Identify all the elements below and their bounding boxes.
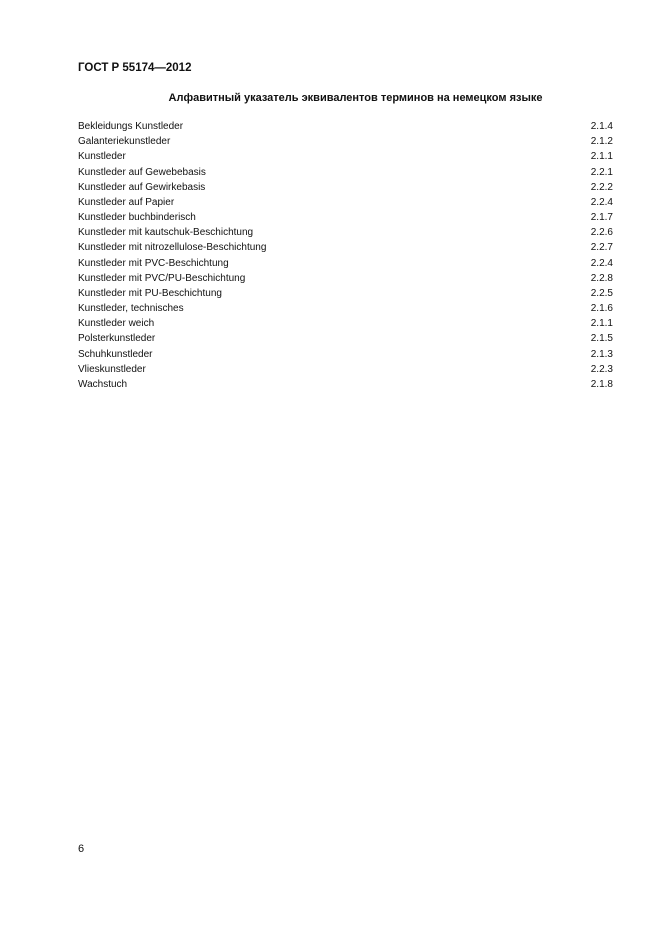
index-entry — [78, 240, 613, 255]
index-entry — [78, 377, 613, 392]
index-term: Galanteriekunstleder — [78, 136, 171, 148]
index-reference: 2.1.6 — [590, 303, 613, 315]
term-index-list — [78, 119, 613, 392]
index-term: Schuhkunstleder — [78, 348, 153, 360]
index-reference: 2.1.3 — [590, 348, 613, 360]
index-term: Kunstleder, technisches — [78, 303, 184, 315]
index-reference: 2.2.6 — [590, 227, 613, 239]
index-entry — [78, 347, 613, 362]
index-reference: 2.1.2 — [590, 136, 613, 148]
index-term: Kunstleder mit PVC/PU-Beschichtung — [78, 272, 246, 284]
index-entry — [78, 210, 613, 225]
index-entry — [78, 119, 613, 134]
index-reference: 2.1.4 — [590, 121, 613, 132]
index-term: Kunstleder mit PVC-Beschichtung — [78, 257, 229, 269]
index-reference: 2.2.1 — [590, 166, 613, 178]
index-term: Kunstleder mit kautschuk-Beschichtung — [78, 227, 254, 239]
index-reference: 2.2.8 — [590, 272, 613, 284]
index-reference: 2.2.4 — [590, 196, 613, 208]
index-reference: 2.2.4 — [590, 257, 613, 269]
index-reference: 2.1.7 — [590, 212, 613, 224]
document-header: ГОСТ Р 55174—2012 — [78, 62, 192, 74]
index-term: Kunstleder weich — [78, 318, 155, 330]
index-entry — [78, 362, 613, 377]
index-term: Kunstleder mit nitrozellulose-Beschichtung — [78, 242, 267, 254]
index-entry — [78, 225, 613, 240]
index-term: Vlieskunstleder — [78, 363, 146, 375]
index-reference: 2.1.8 — [590, 378, 613, 390]
index-term: Bekleidungs Kunstleder — [78, 121, 184, 132]
index-term: Kunstleder mit PU-Beschichtung — [78, 287, 222, 299]
index-entry — [78, 149, 613, 164]
index-reference: 2.1.5 — [590, 333, 613, 345]
index-entry — [78, 316, 613, 331]
index-reference: 2.1.1 — [590, 151, 613, 163]
index-entry — [78, 180, 613, 195]
index-term: Kunstleder auf Gewebebasis — [78, 166, 206, 178]
index-term: Kunstleder auf Papier — [78, 196, 175, 208]
index-term: Wachstuch — [78, 378, 128, 390]
index-term: Kunstleder buchbinderisch — [78, 212, 196, 224]
index-entry — [78, 271, 613, 286]
index-entry — [78, 331, 613, 346]
index-reference: 2.2.5 — [590, 287, 613, 299]
index-term: Kunstleder — [78, 151, 126, 163]
index-entry — [78, 256, 613, 271]
index-term: Kunstleder auf Gewirkebasis — [78, 181, 206, 193]
index-term: Polsterkunstleder — [78, 333, 156, 345]
index-reference: 2.2.7 — [590, 242, 613, 254]
page-number: 6 — [78, 843, 85, 855]
index-entry — [78, 301, 613, 316]
index-reference: 2.2.2 — [590, 181, 613, 193]
index-entry — [78, 165, 613, 180]
index-reference: 2.2.3 — [590, 363, 613, 375]
index-title: Алфавитный указатель эквивалентов терминов на немецком языке — [168, 92, 543, 104]
index-entry — [78, 134, 613, 149]
index-entry — [78, 286, 613, 301]
index-entry — [78, 195, 613, 210]
index-reference: 2.1.1 — [590, 318, 613, 330]
